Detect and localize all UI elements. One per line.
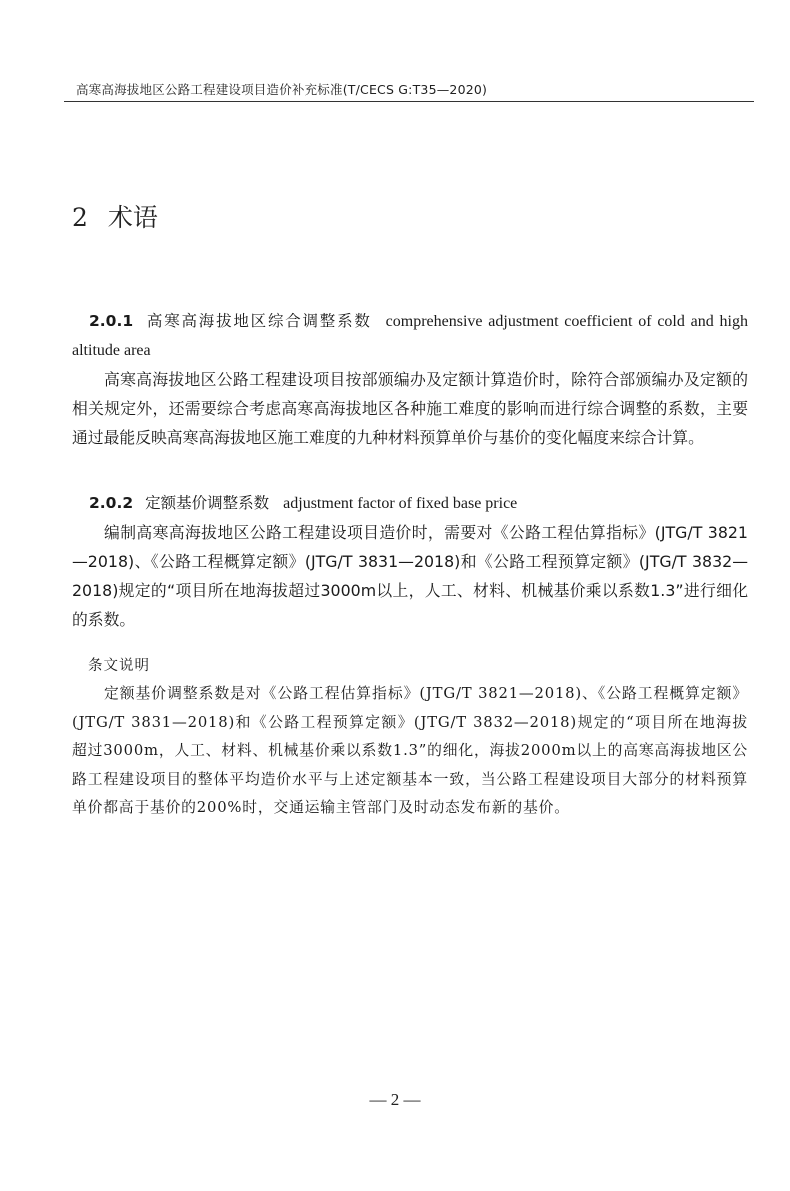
term-definition: 高寒高海拔地区公路工程建设项目按部颁编办及定额计算造价时，除符合部颁编办及定额的相关规定外，还需要综合考虑高寒高海拔地区各种施工难度的影响而进行综合调整的系数，主要通过最能反映高寒高海拔地区施工难度的九种材料预算单价与基价的变化幅度来综合计算。	[72, 370, 748, 447]
chapter-title: 术语	[107, 203, 158, 232]
explanatory-note	[72, 652, 748, 823]
chapter-number: 2	[72, 203, 88, 232]
running-header: 高寒高海拔地区公路工程建设项目造价补充标准(T/CECS G:T35—2020)	[76, 82, 488, 97]
term-name-zh: 高寒高海拔地区综合调整系数	[145, 312, 372, 330]
header-rule	[64, 101, 754, 102]
page-number: — 2 —	[369, 1090, 421, 1109]
term-name-en: adjustment factor of fixed base price	[283, 495, 518, 512]
term-code: 2.0.2	[89, 494, 134, 512]
term-code: 2.0.1	[89, 312, 134, 330]
term-name-en: comprehensive adjustment coefficient of cold and high altitude area	[72, 313, 748, 359]
chapter-heading	[72, 198, 158, 234]
note-title: 条文说明	[88, 658, 150, 674]
note-body: 定额基价调整系数是对《公路工程估算指标》(JTG/T 3821—2018)、《公路工程概算定额》(JTG/T 3831—2018)和《公路工程预算定额》(JTG/T 3832—2018)规定的“项目所在地海拔超过3000m，人工、材料、机械基价乘以系数1.3”的细化，海拔2000m以上的高寒高海拔地区公路工程建设项目的整体平均造价水平与上述定额基本一致，当公路工程建设项目大部分的材料预算单价都高于基价的200%时，交通运输主管部门及时动态发布新的基价。	[72, 685, 748, 816]
term-section-2-0-1	[72, 307, 748, 452]
term-title	[72, 489, 748, 518]
term-definition: 编制高寒高海拔地区公路工程建设项目造价时，需要对《公路工程估算指标》(JTG/T 3821—2018)、《公路工程概算定额》(JTG/T 3831—2018)和《公路工程预算定额》(JTG/T 3832—2018)规定的“项目所在地海拔超过3000m以上，人工、材料、机械基价乘以系数1.3”进行细化的系数。	[72, 523, 748, 629]
term-section-2-0-2	[72, 489, 748, 634]
term-name-zh: 定额基价调整系数	[145, 494, 270, 512]
term-title	[72, 307, 748, 365]
